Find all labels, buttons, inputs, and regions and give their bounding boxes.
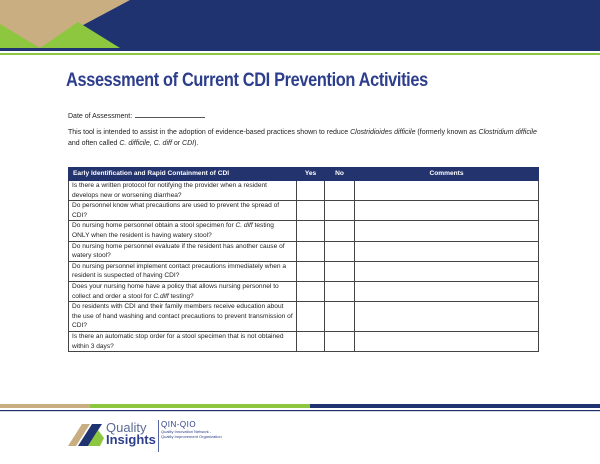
column-header-comments: Comments <box>355 168 539 181</box>
comments-cell[interactable] <box>355 221 539 241</box>
yes-cell[interactable] <box>297 331 325 351</box>
logo-subtitle <box>161 421 251 439</box>
question-cell: Do nursing home personnel evaluate if the resident has another cause of watery stool? <box>69 241 297 261</box>
intro-text: or <box>171 140 183 147</box>
column-header-no: No <box>325 168 355 181</box>
question-cell: Is there an automatic stop order for a stool specimen that is not obtained within 3 days? <box>69 331 297 351</box>
intro-term: CDI <box>182 140 195 147</box>
yes-cell[interactable] <box>297 221 325 241</box>
question-cell: Is there a written protocol for notifying the provider when a resident develops new or worsening diarrhea? <box>69 181 297 201</box>
column-header-question: Early Identification and Rapid Containment of CDI <box>69 168 297 181</box>
intro-text: (formerly known as <box>415 129 479 136</box>
question-cell: Does your nursing home have a policy that allows nursing personnel to collect and order a stool for C.diff testing? <box>69 281 297 301</box>
comments-cell[interactable] <box>355 261 539 281</box>
no-cell[interactable] <box>325 201 355 221</box>
question-cell: Do nursing personnel implement contact precautions immediately when a resident is suspected of having CDI? <box>69 261 297 281</box>
logo-sub-line: Quality Innovation Network - <box>161 429 212 434</box>
table-row <box>69 261 539 281</box>
comments-cell[interactable] <box>355 241 539 261</box>
no-cell[interactable] <box>325 302 355 332</box>
column-header-yes: Yes <box>297 168 325 181</box>
intro-term: Clostridioides difficile <box>350 129 416 136</box>
comments-cell[interactable] <box>355 281 539 301</box>
intro-term: C. difficile, C. diff <box>119 140 172 147</box>
date-blank-line <box>135 110 205 118</box>
table-row <box>69 201 539 221</box>
comments-cell[interactable] <box>355 302 539 332</box>
logo-wordmark <box>106 422 156 446</box>
logo-qin-qio: QIN-QIO <box>161 420 197 429</box>
no-cell[interactable] <box>325 221 355 241</box>
comments-cell[interactable] <box>355 201 539 221</box>
intro-paragraph <box>68 127 538 149</box>
yes-cell[interactable] <box>297 281 325 301</box>
yes-cell[interactable] <box>297 181 325 201</box>
intro-term: Clostridium difficile <box>478 129 537 136</box>
question-cell: Do nursing home personnel obtain a stool specimen for C. diff testing ONLY when the resident is having watery stool? <box>69 221 297 241</box>
date-label: Date of Assessment: <box>68 113 133 120</box>
yes-cell[interactable] <box>297 201 325 221</box>
table-row <box>69 241 539 261</box>
logo-word-insights: Insights <box>106 432 156 447</box>
no-cell[interactable] <box>325 181 355 201</box>
no-cell[interactable] <box>325 241 355 261</box>
no-cell[interactable] <box>325 331 355 351</box>
assessment-table <box>68 167 539 352</box>
yes-cell[interactable] <box>297 302 325 332</box>
logo-sub-line: Quality Improvement Organization <box>161 434 222 439</box>
date-of-assessment <box>68 110 205 120</box>
table-row <box>69 181 539 201</box>
header-banner <box>0 0 600 60</box>
logo-word-quality: Quality <box>106 420 147 435</box>
yes-cell[interactable] <box>297 241 325 261</box>
page-title: Assessment of Current CDI Prevention Activities <box>66 70 428 91</box>
table-header-row <box>69 168 539 181</box>
no-cell[interactable] <box>325 281 355 301</box>
comments-cell[interactable] <box>355 331 539 351</box>
no-cell[interactable] <box>325 261 355 281</box>
intro-text: ). <box>194 140 199 147</box>
comments-cell[interactable] <box>355 181 539 201</box>
table-row <box>69 281 539 301</box>
intro-text: This tool is intended to assist in the adoption of evidence-based practices shown to reduce <box>68 129 351 136</box>
table-row <box>69 221 539 241</box>
yes-cell[interactable] <box>297 261 325 281</box>
footer-stripe <box>0 404 600 414</box>
question-cell: Do residents with CDI and their family members receive education about the use of hand washing and contact precautions to prevent transmission of CDI? <box>69 302 297 332</box>
question-cell: Do personnel know what precautions are used to prevent the spread of CDI? <box>69 201 297 221</box>
table-row <box>69 331 539 351</box>
intro-text: and often called <box>68 140 120 147</box>
table-row <box>69 302 539 332</box>
